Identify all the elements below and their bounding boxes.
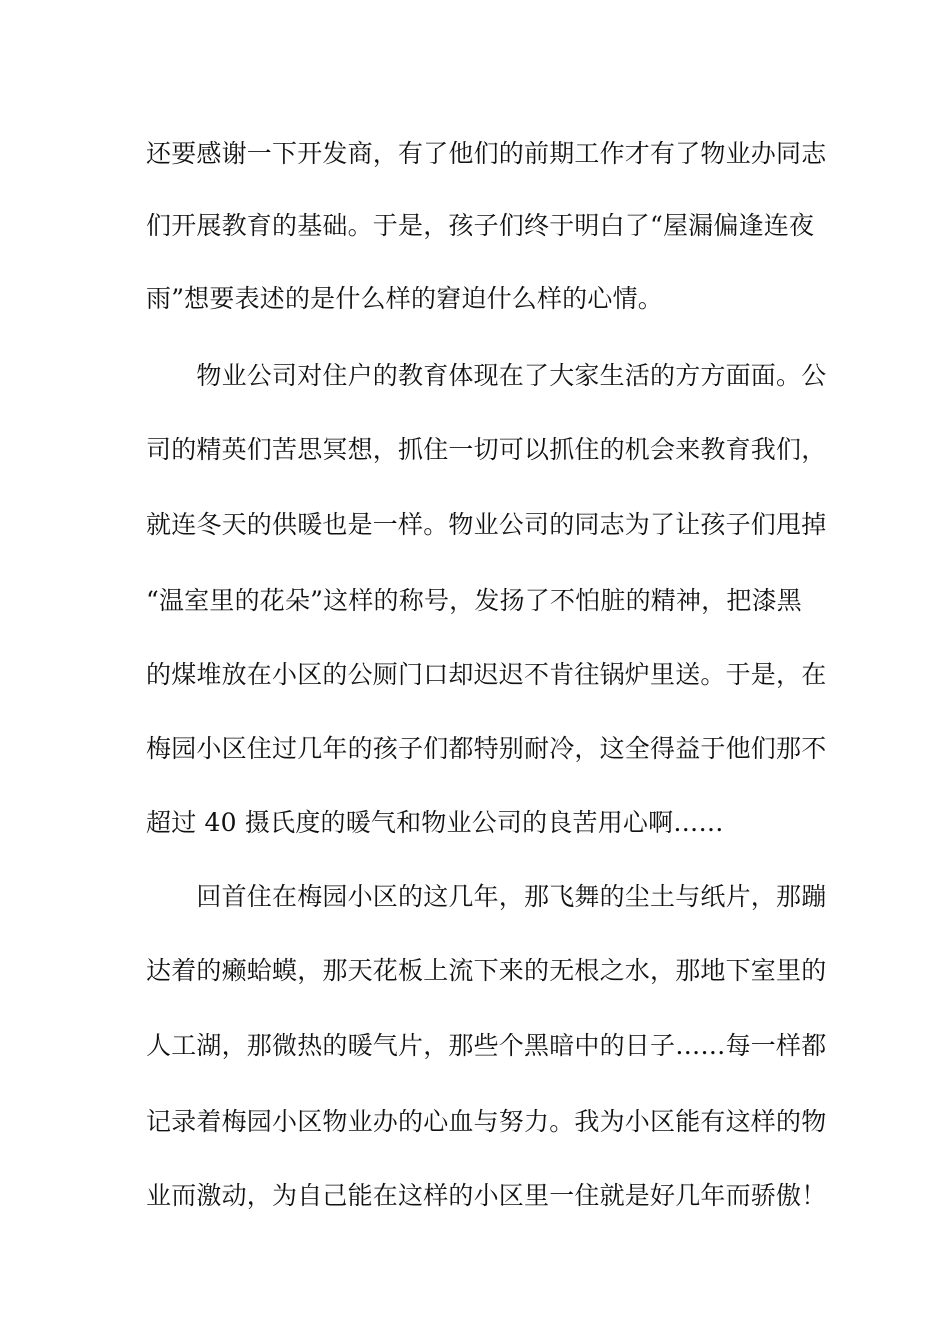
text-line: 司的精英们苦思冥想，抓住一切可以抓住的机会来教育我们， — [146, 435, 827, 464]
text-line: 超过 40 摄氏度的暖气和物业公司的良苦用心啊…… — [146, 808, 724, 837]
paragraph-start-line: 回首住在梅园小区的这几年，那飞舞的尘土与纸片，那蹦 — [146, 882, 827, 911]
text-line: 还要感谢一下开发商，有了他们的前期工作才有了物业办同志 — [146, 139, 827, 168]
text-line: 记录着梅园小区物业办的心血与努力。我为小区能有这样的物 — [146, 1107, 827, 1136]
text-line: “温室里的花朵”这样的称号，发扬了不怕脏的精神，把漆黑 — [146, 586, 802, 615]
text-line: 梅园小区住过几年的孩子们都特别耐冷，这全得益于他们那不 — [146, 734, 827, 763]
text-line: 们开展教育的基础。于是，孩子们终于明白了“屋漏偏逢连夜 — [146, 211, 815, 240]
text-line: 雨”想要表述的是什么样的窘迫什么样的心情。 — [146, 284, 663, 313]
text-line: 就连冬天的供暖也是一样。物业公司的同志为了让孩子们甩掉 — [146, 510, 827, 539]
text-line: 业而激动，为自己能在这样的小区里一住就是好几年而骄傲！ — [146, 1181, 827, 1210]
text-line: 的煤堆放在小区的公厕门口却迟迟不肯往锅炉里送。于是，在 — [146, 660, 827, 689]
text-line: 人工湖，那微热的暖气片，那些个黑暗中的日子……每一样都 — [146, 1031, 827, 1060]
text-line: 达着的癞蛤蟆，那天花板上流下来的无根之水，那地下室里的 — [146, 956, 827, 985]
paragraph-start-line: 物业公司对住户的教育体现在了大家生活的方方面面。公 — [146, 361, 827, 390]
